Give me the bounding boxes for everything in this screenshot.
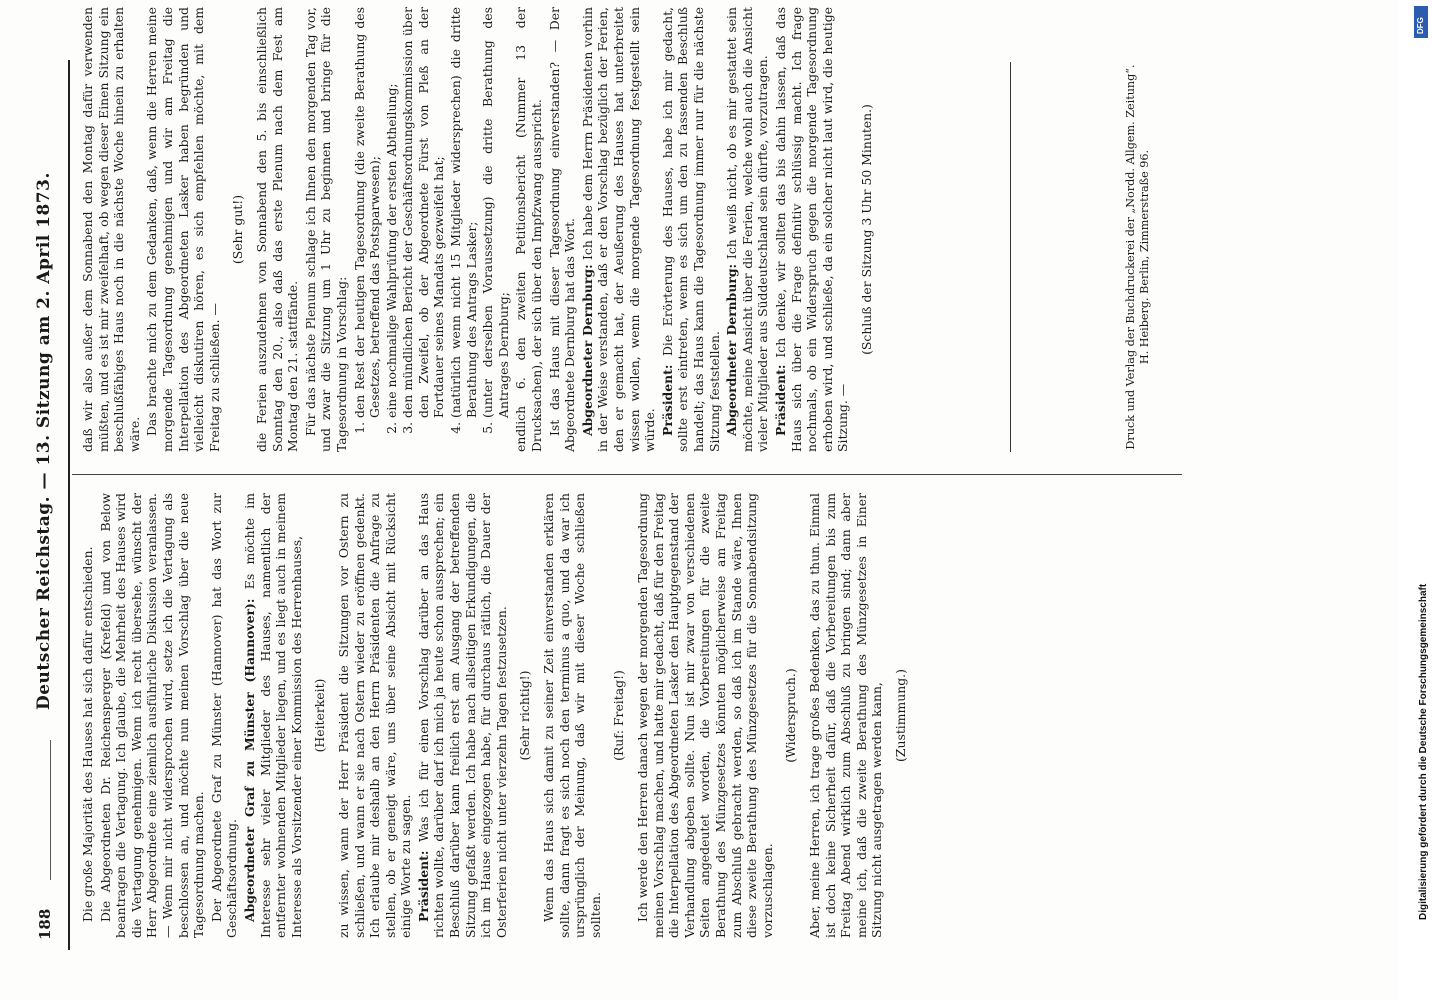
speech-text: Ich denke, wir sollten das bis dahin lassen, daß das Haus sich über die Frage definitiv schlüssig macht. Ich frage nochmals, ob ein Widerspruch gegen die morgende Tagesordnung erhoben wird, und schließe, da ein solcher nicht laut wird, die heutige Sitzung. — (772, 7, 851, 452)
dfg-logo-text: DFG (1416, 17, 1425, 34)
column-divider (72, 474, 1182, 475)
agenda-item: 3. den mündlichen Bericht der Geschäftsordnungskommission über den Zweifel, ob der Abgeordnete Fürst von Pleß an der Fortdauer seines Mandats gezweifelt hat; (400, 7, 447, 418)
printer-imprint: Druck und Verlag der Buchdruckerei der „Nordd. Allgem. Zeitung“. H. Heiberg. Berlin, Zimmerstraße 96. (1124, 64, 1151, 450)
speaker-name: Abgeordneter Dernburg: (579, 264, 595, 436)
interjection: (Zustimmung.) (892, 669, 908, 762)
agenda-item: 1. den Rest der heutigen Tagesordnung (die zweite Berathung des Gesetzes, betreffend das Postsparwesen); (352, 7, 383, 418)
speech-text: Was ich für einen Vorschlag darüber an das Haus richten wollte, darüber darf ich mich ja heute schon aussprechen; ein Beschluß darüber kann freilich erst am Ausgang der betreffenden Sitzung gefaßt werden. Ich habe nach allseitigen Erkundigungen, die ich im Hause eingezogen habe, für durchaus rätlich, die Dauer der Osterferien nicht unter vierzehn Tagen festzusetzen. (415, 493, 509, 938)
paragraph: Der Abgeordnete Graf zu Münster (Hannover) hat das Wort zur Geschäftsordnung. (208, 493, 240, 938)
paragraph: die Ferien auszudehnen von Sonnabend den 5. bis einschließlich Sonntag den 20., also daß das erste Plenum nach dem Fest am Montag den 21. stattfände. (253, 7, 301, 452)
speech-paragraph (416, 493, 510, 938)
agenda-item-text: den zweiten Petitionsbericht (Nummer 13 der Drucksachen), der sich über den Impfzwang ausspricht. (513, 7, 545, 452)
paragraph: Ist das Haus mit dieser Tagesordnung einverstanden? — Der Abgeordnete Dernburg hat das Wort. (546, 7, 578, 452)
paragraph: Aber, meine Herren, ich trage großes Bedenken, das zu thun. Einmal ist doch keine Sicherheit dafür, daß die Vorbereitungen bis zum Freitag Abend wirklich zum Abschluß zu bringen sind; dann aber meine ich, daß die zweite Berathung des Münzgesetzes in Einer Sitzung nicht ausgetragen werden kann, (806, 493, 885, 938)
page-number: 188 (36, 908, 54, 940)
paragraph: Wenn das Haus sich damit zu seiner Zeit einverstanden erklären sollte, dann fragt es sich noch den terminus a quo, und da war ich ursprünglich der Meinung, daß wir mit dieser Woche schließen sollten. (541, 493, 603, 938)
agenda-item: 2. eine nochmalige Wahlprüfung der ersten Abtheilung; (384, 7, 400, 418)
speech-text: Ich habe dem Herrn Präsidenten vorhin in der Weise verstanden, daß er den Vorschlag bezüglich der Ferien, den er gemacht hat, der Aeußerung des Hauses hat unterbreitet wissen wollen, wenn die morgende Tagesordnung festgestellt sein würde. (579, 7, 658, 452)
page-header (30, 60, 66, 940)
paragraph: Ich werde den Herren danach wegen der morgenden Tagesordnung meinen Vorschlag machen, und hatte mir gedacht, daß für den Freitag die Interpellation des Abgeordneten Lasker den Hauptgegenstand der Verhandlung abgeben sollte. Nun ist mir zwar von verschiedenen Seiten angedeutet worden, die Vorbereitungen für die zweite Berathung des Münzgesetzes könnten möglicherweise am Freitag zum Abschluß gebracht werden, so daß ich im Stande wäre, Ihnen diese zweite Berathung des Münzgesetzes für die Sonnabendsitzung vorzuschlagen. (635, 493, 775, 938)
agenda-item-prefix: endlich (513, 405, 529, 452)
session-closing: (Schluß der Sitzung 3 Uhr 50 Minuten.) (858, 104, 874, 355)
speaker-name: Präsident: (659, 364, 675, 436)
dfg-logo-icon (1414, 6, 1428, 38)
interjection: (Sehr gut!) (230, 194, 246, 265)
paragraph: Die große Majorität des Hauses hat sich dafür entschieden. (80, 546, 95, 922)
speech-text: Die Erörterung des Hauses, habe ich mir gedacht, sollte erst eintreten, wenn es sich um den zu fassenden Beschluß handelt; das Haus kann die Tagesordnung immer nur für die nächste Sitzung feststellen. (659, 7, 722, 452)
speaker-name: Präsident: (415, 850, 431, 922)
paragraph: Für das nächste Plenum schlage ich Ihnen den morgenden Tag vor, und zwar die Sitzung um 1 Uhr zu beginnen und bringe für die Tagesordnung in Vorschlag: (302, 7, 349, 452)
interjection: (Sehr richtig!) (517, 670, 533, 761)
page-title: Deutscher Reichstag. — 13. Sitzung am 2. April 1873. (34, 172, 54, 710)
interjection: (Widerspruch.) (783, 668, 799, 763)
agenda-list (352, 7, 512, 452)
speaker-name: Abgeordneter Dernburg: (724, 263, 740, 436)
speech-paragraph (773, 7, 851, 452)
speaker-name: Präsident: (772, 364, 788, 436)
interjection: (Ruf: Freitag!) (611, 670, 627, 761)
paragraph: Das brachte mich zu dem Gedanken, daß, wenn die Herren meine morgende Tagesordnung genehmigen und wir am Freitag die Interpellation des Abgeordneten Lasker haben begründen und vielleicht diskutiren hören, es sich empfehlen möchte, mit dem Freitag zu schließen. — (144, 7, 222, 452)
speech-paragraph (660, 7, 722, 452)
paragraph: zu wissen, wann der Herr Präsident die Sitzungen vor Ostern zu schließen, und wann er sie nach Ostern wieder zu eröffnen gedenkt. Ich erlaube mir deshalb an den Herrn Präsidenten die Anfrage zu stellen, ob er geneigt wäre, uns über seine Absicht mit Rücksicht einige Worte zu sagen. (335, 493, 414, 938)
paragraph: Die Abgeordneten Dr. Reichensperger (Krefeld) und von Below beantragen die Vertagung. Ich glaube, die Mehrheit des Hauses wird die Vertagung genehmigen. Wenn ich recht übersehe, wünscht der Herr Abgeordnete eine ziemlich ausführliche Diskussion veranlassen. — Wenn mir nicht widersprochen wird, setze ich die Vertagung als beschlossen an, und möchte nun meinen Vorschlag über die neue Tagesordnung machen. (97, 493, 207, 938)
interjection: (Heiterkeit) (312, 678, 328, 753)
speech-paragraph (242, 493, 304, 938)
speech-text: Ich weiß nicht, ob es mir gestattet sein möchte, meine Ansicht über die Ferien, welche wohl auch die Ansicht vieler Mitglieder aus Süddeutschland sein dürfte, vorzutragen. (724, 7, 771, 452)
right-column (80, 7, 883, 452)
dfg-credit-text: Digitalisierung gefördert durch die Deutsche Forschungsgemeinschaft (1418, 583, 1429, 920)
footer-rule (1010, 62, 1011, 452)
speech-paragraph (580, 7, 658, 452)
header-divider (68, 60, 70, 950)
speech-paragraph (724, 7, 771, 452)
speaker-name: Abgeordneter Graf zu Münster (Hannover): (241, 598, 257, 922)
left-column (80, 493, 917, 938)
agenda-item: 5. (unter derselben Voraussetzung) die dritte Berathung des Antrages Dernburg; (480, 7, 511, 418)
agenda-item: 4. (natürlich wenn nicht 15 Mitglieder widersprechen) die dritte Berathung des Antrags Lasker; (448, 7, 479, 418)
paragraph: daß wir also außer dem Sonnabend den Montag dafür verwenden müßten, und es ist mir zweifelhaft, ob wegen dieser Einen Sitzung ein beschlußfähiges Haus noch in die nächste Woche hinein zu erhalten wäre. (80, 7, 142, 452)
speech-text: Es möchte im Interesse sehr vieler Mitglieder des Hauses, namentlich der entfernter wohnenden Mitglieder liegen, und es liegt auch in meinem Interesse als Vorsitzender einer Kommission des Herrenhauses, (241, 493, 304, 938)
header-rule (50, 740, 51, 880)
agenda-item-final: endlich 6. den zweiten Petitionsbericht (Nummer 13 der Drucksachen), der sich über den Impfzwang ausspricht. (513, 7, 545, 452)
